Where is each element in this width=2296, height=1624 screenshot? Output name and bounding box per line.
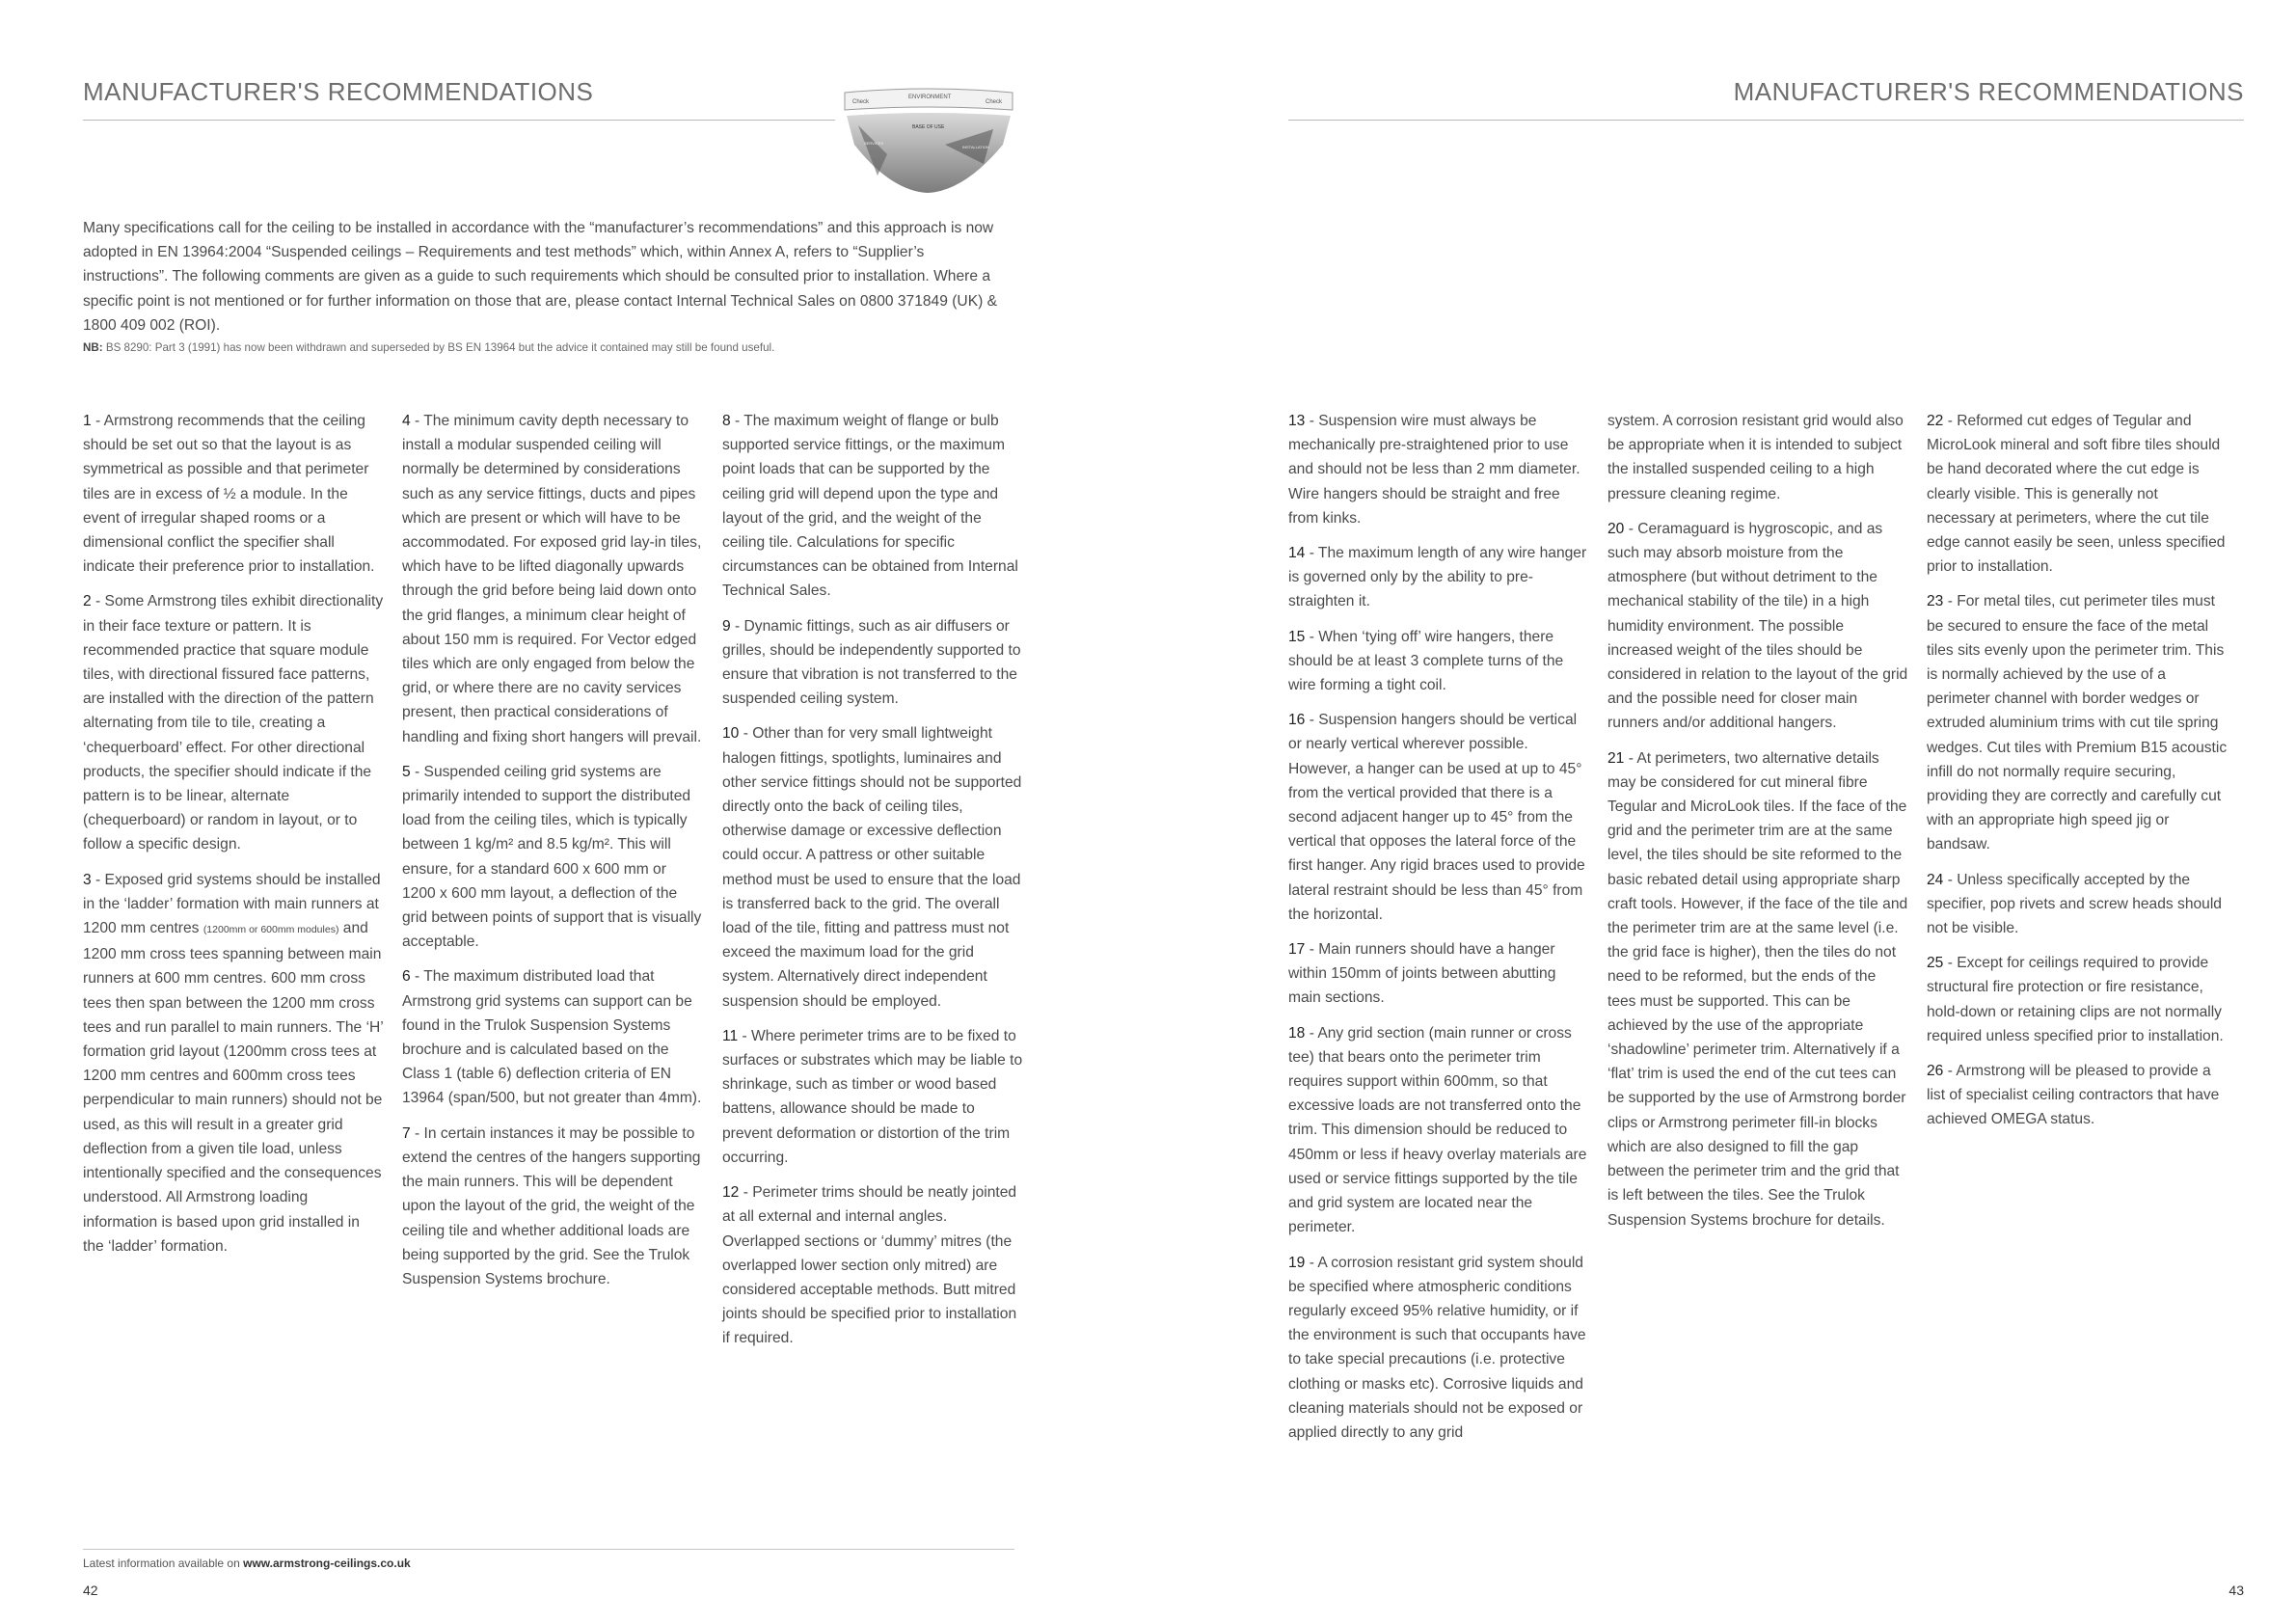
recommendation-item: 6 - The maximum distributed load that Armstrong grid systems can support can be found in the Trulok Suspension Systems brochure and is calculated based on the Class 1 (table 6) deflection criteria of EN 13964 (span/500, but not greater than 4mm). <box>402 968 702 1107</box>
recommendation-item: 1 - Armstrong recommends that the ceiling should be set out so that the layout is as symmetrical as possible and that perimeter tiles are in excess of ½ a module. In the event of irregular shaped rooms or a dimensional conflict the specifier shall indicate their preference prior to installation. <box>83 413 375 576</box>
column-1 <box>83 409 384 1269</box>
page-number: 42 <box>83 1583 98 1598</box>
page-title: MANUFACTURER'S RECOMMENDATIONS <box>83 77 594 106</box>
column-2 <box>1607 409 1908 1243</box>
recommendation-item: 25 - Except for ceilings required to provide structural fire protection or fire resistance, hold-down or retaining clips are not normally required unless specified prior to installation. <box>1927 955 2224 1044</box>
recommendation-item: 7 - In certain instances it may be possible to extend the centres of the hangers supporting the main runners. This will be dependent upon the layout of the grid, the weight of the ceiling tile and whether additional loads are being supported by the grid. See the Trulok Suspension Systems brochure. <box>402 1124 701 1287</box>
title-rule <box>1288 120 2244 121</box>
nb-note <box>83 339 999 357</box>
title-rule <box>83 120 835 121</box>
recommendation-item: 21 - At perimeters, two alternative details may be considered for cut mineral fibre Tegular and MicroLook tiles. If the face of the grid and the perimeter trim are at the same level, the tiles should be site reformed to the basic rebated detail using appropriate sharp craft tools. However, if the face of the tile and the perimeter trim are at the same level (i.e. the grid face is higher), then the tiles do not need to be reformed, but the ends of the tees must be supported. This can be achieved by the use of the appropriate ‘shadowline’ perimeter trim. Alternatively if a ‘flat’ trim is used the end of the cut tees can be supported by the use of Armstrong border clips or Armstrong perimeter fill-in blocks which are also designed to fill the gap between the perimeter trim and the grid that is left between the tiles. See the Trulok Suspension Systems brochure for details. <box>1607 749 1908 1229</box>
nb-text: BS 8290: Part 3 (1991) has now been withdrawn and superseded by BS EN 13964 but the advice it contained may still be found useful. <box>102 341 775 355</box>
logo-label: BASE OF USE <box>912 124 945 130</box>
recommendation-item: 5 - Suspended ceiling grid systems are primarily intended to support the distributed load from the ceiling tiles, which is typically between 1 kg/m² and 8.5 kg/m². This will ensure, for a standard 600 x 600 mm or 1200 x 600 mm layout, a deflection of the grid between points of support that is visually acceptable. <box>402 763 702 951</box>
recommendation-item: 4 - The minimum cavity depth necessary to install a modular suspended ceiling will normally be determined by considerations such as any service fittings, ducts and pipes which are present or which will have to be accommodated. For exposed grid lay-in tiles, which have to be lifted diagonally upwards through the grid before being laid down onto the grid flanges, a minimum clear height of about 150 mm is required. For Vector edged tiles which are only engaged from below the grid, or where there are no cavity services present, then practical considerations of handling and fixing short hangers will prevail. <box>402 413 702 745</box>
recommendation-item: system. A corrosion resistant grid would also be appropriate when it is intended to subject the installed suspended ceiling to a high pressure cleaning regime. <box>1607 413 1904 502</box>
recommendation-item: 22 - Reformed cut edges of Tegular and MicroLook mineral and soft fibre tiles should be hand decorated where the cut edge is clearly visible. This is generally not necessary at perimeters, where the cut tile edge cannot easily be seen, unless specified prior to installation. <box>1927 413 2226 576</box>
footer-link[interactable]: www.armstrong-ceilings.co.uk <box>243 1556 411 1570</box>
intro-block <box>83 216 999 357</box>
logo-label: SERVICES <box>864 141 884 146</box>
recommendation-item: 13 - Suspension wire must always be mechanically pre-straightened prior to use and should not be less than 2 mm diameter. Wire hangers should be straight and free from kinks. <box>1288 413 1580 527</box>
intro-paragraph: Many specifications call for the ceiling to be installed in accordance with the “manufacturer’s recommendations” and this approach is now adopted in EN 13964:2004 “Suspended ceilings – Requirements and test methods” which, within Annex A, refers to “Supplier’s instructions”. The following comments are given as a guide to such requirements which should be consulted prior to installation. Where a specific point is not mentioned or for further information on those that are, please contact Internal Technical Sales on 0800 371849 (UK) & 1800 409 002 (ROI). <box>83 220 998 334</box>
page-number: 43 <box>2228 1583 2244 1598</box>
nb-label: NB: <box>83 341 103 355</box>
column-1 <box>1288 409 1589 1455</box>
recommendation-item: 23 - For metal tiles, cut perimeter tiles must be secured to ensure the face of the metal tiles sits evenly upon the perimeter trim. This is normally achieved by the use of a perimeter channel with border wedges or extruded aluminium trims with cut tile spring wedges. Cut tiles with Premium B15 acoustic infill do not normally require securing, providing they are correctly and carefully cut with an appropriate high speed jig or bandsaw. <box>1927 593 2228 853</box>
recommendation-item: 9 - Dynamic fittings, such as air diffusers or grilles, should be independently supported to ensure that vibration is not transferred to the suspended ceiling system. <box>722 617 1021 708</box>
recommendation-item: 14 - The maximum length of any wire hanger is governed only by the ability to pre-straighten it. <box>1288 545 1587 610</box>
recommendation-item: 11 - Where perimeter trims are to be fixed to surfaces or substrates which may be liable to shrinkage, such as timber or wood based battens, allowance should be made to prevent deformation or distortion of the trim occurring. <box>722 1027 1023 1166</box>
recommendation-item: 12 - Perimeter trims should be neatly jointed at all external and internal angles. Overlapped sections or ‘dummy’ mitres (the overlapped lower section only mitred) are considered acceptable methods. Butt mitred joints should be specified prior to installation if required. <box>722 1184 1017 1347</box>
page-title: MANUFACTURER'S RECOMMENDATIONS <box>1733 77 2244 106</box>
logo-label: Check <box>852 99 870 105</box>
recommendation-item: 19 - A corrosion resistant grid system should be specified where atmospheric conditions regularly exceed 95% relative humidity, or if the environment is such that occupants have to take special precautions (i.e. protective clothing or masks etc). Corrosive liquids and cleaning materials should not be exposed or applied directly to any grid <box>1288 1254 1586 1441</box>
recommendation-item: 18 - Any grid section (main runner or cross tee) that bears onto the perimeter trim requires support within 600mm, so that excessive loads are not transferred onto the trim. This dimension should be reduced to 450mm or less if heavy overlay materials are used or service fittings supported by the tile and grid system are located near the perimeter. <box>1288 1024 1587 1236</box>
recommendations-logo <box>839 87 1017 195</box>
recommendation-item: 26 - Armstrong will be pleased to provide a list of specialist ceiling contractors that have achieved OMEGA status. <box>1927 1063 2220 1128</box>
recommendation-item: 3 - Exposed grid systems should be installed in the ‘ladder’ formation with main runners at 1200 mm centres (1200mm or 600mm modules) and 1200 mm cross tees spanning between main runners at 600 mm centres. 600 mm cross tees then span between the 1200 mm cross tees and run parallel to main runners. The ‘H’ formation grid layout (1200mm cross tees at 1200 mm centres and 600mm cross tees perpendicular to main runners) should not be used, as this will result in a greater grid deflection from a given tile load, unless intentionally specified and the consequences understood. All Armstrong loading information is based upon grid installed in the ‘ladder’ formation. <box>83 871 384 1255</box>
column-3 <box>1927 409 2228 1143</box>
logo-label: INSTALLATION <box>962 145 989 149</box>
recommendation-item: 15 - When ‘tying off’ wire hangers, there should be at least 3 complete turns of the wire forming a tight coil. <box>1288 628 1564 694</box>
recommendation-item: 2 - Some Armstrong tiles exhibit directionality in their face texture or pattern. It is recommended practice that square module tiles, with directional fissured face patterns, are installed with the direction of the pattern alternating from tile to tile, creating a ‘chequerboard’ effect. For other directional products, the specifier should indicate if the pattern is to be linear, alternate (chequerboard) or random in layout, or to follow a specific design. <box>83 593 384 853</box>
recommendation-item: 8 - The maximum weight of flange or bulb supported service fittings, or the maximum point loads that can be supported by the ceiling grid will depend upon the type and layout of the grid, and the weight of the ceiling tile. Calculations for specific circumstances can be obtained from Internal Technical Sales. <box>722 413 1018 600</box>
footer <box>83 1556 411 1570</box>
logo-label: ENVIRONMENT <box>908 95 952 100</box>
recommendation-item: 17 - Main runners should have a hanger within 150mm of joints between abutting main sections. <box>1288 941 1556 1007</box>
recommendation-item: 10 - Other than for very small lightweight halogen fittings, spotlights, luminaires and other service fittings should not be supported directly onto the back of ceiling tiles, otherwise damage or excessive deflection could occur. A pattress or other suitable method must be used to ensure that the load is transferred back to the grid. The overall load of the tile, fitting and pattress must not exceed the maximum load for the grid system. Alternatively direct independent suspension should be employed. <box>722 725 1022 1010</box>
recommendation-item: 24 - Unless specifically accepted by the specifier, pop rivets and screw heads should not be visible. <box>1927 871 2222 937</box>
logo-label: Check <box>986 99 1003 105</box>
right-page <box>1148 0 2296 1624</box>
column-3 <box>722 409 1023 1362</box>
recommendation-item: 16 - Suspension hangers should be vertical or nearly vertical wherever possible. However, a hanger can be used at up to 45° from the vertical provided that there is a second adjacent hanger up to 45° from the vertical that opposes the lateral force of the first hanger. Any rigid braces used to provide lateral restraint should be less than 45° from the horizontal. <box>1288 712 1585 923</box>
column-2 <box>402 409 703 1302</box>
recommendation-item: 20 - Ceramaguard is hygroscopic, and as such may absorb moisture from the atmosphere (but without detriment to the mechanical stability of the tile) in a high humidity environment. The possible increased weight of the tiles should be considered in relation to the layout of the grid and the possible need for closer main runners and/or additional hangers. <box>1607 520 1908 732</box>
footer-text: Latest information available on <box>83 1556 244 1570</box>
footer-rule <box>83 1549 1014 1550</box>
